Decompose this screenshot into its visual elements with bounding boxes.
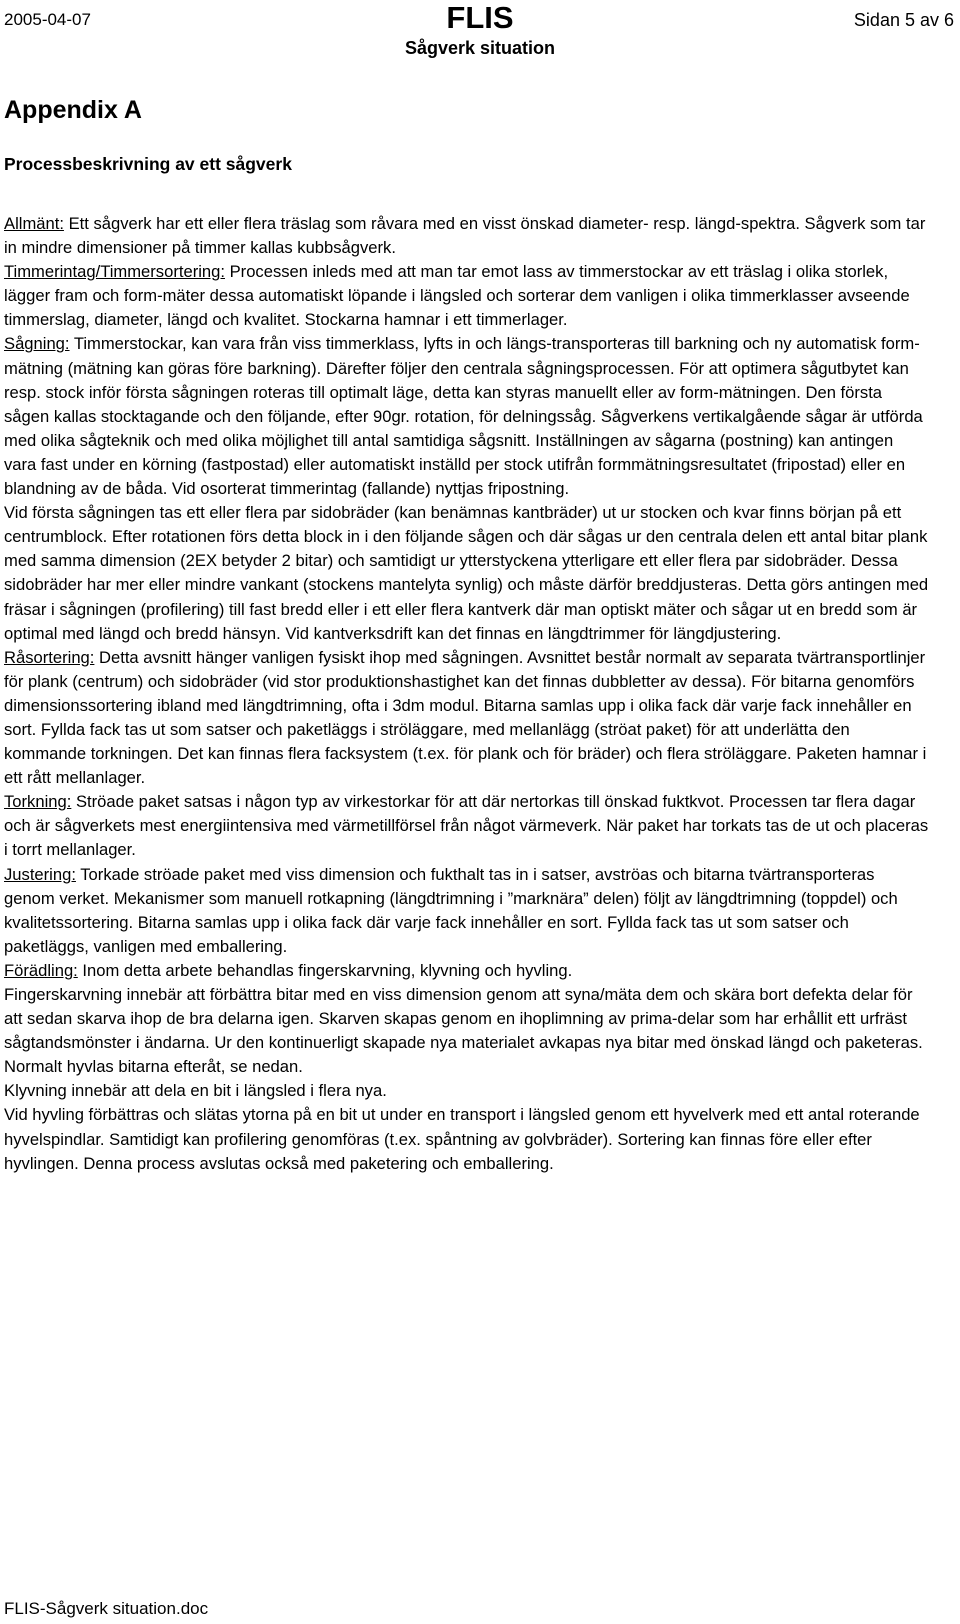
header-date: 2005-04-07 <box>4 10 91 29</box>
paragraph-text: Torkade ströade paket med viss dimension och fukthalt tas in i satser, avströas och bitarna tvärtransporteras genom verket. Mekanismer som manuell rotkapning (längdtrimning i ”marknära” delen) följt av längdtrimning (toppdel) och kvalitetssortering. Bitarna samlas upp i olika fack där varje fack innehåller en sort. Fyllda fack tas ut som satser och paketläggs, vanligen med emballering. <box>4 864 898 956</box>
paragraph-rasortering <box>4 646 929 791</box>
paragraph-label: Torkning: <box>4 792 72 812</box>
paragraph-text: Vid första sågningen tas ett eller flera par sidobräder (kan benämnas kantbräder) ut ur stocken och kvar finns början på ett centrumblock. Efter rotationen förs detta block in i den följande sågen och där sågas ur den centrala delen ett antal bitar plank med samma dimension (2EX betyder 2 bitar) och samtidigt ur ytterstyckena ytterligare ett eller flera par sidobräder. Dessa sidobräder har mer eller mindre vankant (stockens mantelyta synlig) och måste därför breddjusteras. Detta görs antingen med fräsar i sågningen (profilering) till fast bredd eller i ett eller flera kantverk där man optiskt mäter och sågar ut en bredd som är optimal med längd och bredd hänsyn. Vid kantverksdrift kan det finnas en längdtrimmer för längdjustering. <box>4 503 929 643</box>
paragraph-sagning <box>4 332 929 501</box>
paragraph-text: Inom detta arbete behandlas fingerskarvning, klyvning och hyvling. <box>77 960 573 980</box>
header-title: FLIS <box>446 0 514 35</box>
paragraph-label: Justering: <box>4 864 76 884</box>
paragraph-label: Förädling: <box>4 960 78 980</box>
paragraph-fingerskarvning <box>4 983 929 1079</box>
paragraph-label: Timmerintag/Timmersortering: <box>4 262 225 282</box>
paragraph-text: Klyvning innebär att dela en bit i längsled i flera nya. <box>4 1081 387 1101</box>
paragraph-text: Vid hyvling förbättras och slätas ytorna på en bit ut under en transport i längsled genom ett hyvelverk med ett antal roterande hyvelspindlar. Samtidigt kan profilering genomföras (t.ex. spåntning av golvbräder). Sortering kan finnas före eller efter hyvlingen. Denna process avslutas också med paketering och emballering. <box>4 1105 920 1173</box>
paragraph-timmerintag <box>4 260 929 332</box>
document-body <box>4 212 929 1176</box>
section-title: Processbeskrivning av ett sågverk <box>4 154 292 174</box>
paragraph-text: Detta avsnitt hänger vanligen fysiskt ihop med sågningen. Avsnittet består normalt av separata tvärtransportlinjer för plank (centrum) och sidobräder (vid stor produktionshastighet kan det finnas dubbletter av dessa). För bitarna genomförs dimensionssortering ibland med längdtrimning, ofta i 3dm modul. Bitarna samlas upp i olika fack där varje fack innehåller en sort. Fyllda fack tas ut som satser och paketläggs i ströläggare, med mellanlägg (ströat paket) för att underlätta den kommande torkningen. Det kan finnas flera facksystem (t.ex. för plank och för bräder) och flera ströläggare. Paketen hamnar i ett rått mellanlager. <box>4 647 927 788</box>
paragraph-text: Ströade paket satsas i någon typ av virkestorkar för att där nertorkas till önskad fuktkvot. Processen tar flera dagar och är sågverkets mest energiintensiva med värmetillförsel från något värmeverk. När paket har torkats tas de ut och placeras i torrt mellanlager. <box>4 792 929 860</box>
paragraph-label: Sågning: <box>4 334 70 354</box>
page-footer: FLIS-Sågverk situation.doc <box>4 1599 209 1618</box>
paragraph-justering <box>4 863 929 959</box>
paragraph-hyvling <box>4 1103 929 1175</box>
paragraph-foradling <box>4 959 929 983</box>
header-page-number: Sidan 5 av 6 <box>853 10 954 30</box>
paragraph-allmant <box>4 212 929 260</box>
appendix-heading: Appendix A <box>4 96 142 124</box>
paragraph-text: Ett sågverk har ett eller flera träslag som råvara med en visst önskad diameter- resp. längd-spektra. Sågverk som tar in mindre dimensioner på timmer kallas kubbsågverk. <box>4 214 926 258</box>
paragraph-forsta-sagningen <box>4 501 929 646</box>
page-header <box>0 0 960 70</box>
paragraph-label: Råsortering: <box>4 647 95 667</box>
paragraph-torkning <box>4 790 929 862</box>
paragraph-klyvning <box>4 1079 929 1103</box>
header-subtitle: Sågverk situation <box>404 38 556 58</box>
paragraph-text: Processen inleds med att man tar emot lass av timmerstockar av ett träslag i olika storlek, lägger fram och form-mäter dessa automatiskt löpande i längsled och sorterar dem vanligen i olika timmerklasser avseende timmerslag, diameter, längd och kvalitet. Stockarna hamnar i ett timmerlager. <box>4 262 910 330</box>
paragraph-text: Fingerskarvning innebär att förbättra bitar med en viss dimension genom att syna/mäta dem och skära bort defekta delar för att sedan skarva ihop de bra delarna igen. Skarven skapas genom en ihoplimning av prima-delar som har erhållit ett urfräst sågtandsmönster i ändarna. Ur den kontinuerligt skapade nya materialet avkapas nya bitar med önskad längd och paketeras. Normalt hyvlas bitarna efteråt, se nedan. <box>4 985 923 1077</box>
paragraph-text: Timmerstockar, kan vara från viss timmerklass, lyfts in och längs-transporteras till barkning och ny automatisk form-mätning (mätning kan göras före barkning). Därefter följer den centrala sågningsprocessen. För att optimera sågutbytet kan resp. stock inför första sågningen roteras till optimalt läge, detta kan styras manuellt eller av form-mätningen. Den första sågen kallas stocktagande och den följande, efter 90gr. rotation, för delningssåg. Sågverkens vertikalgående sågar är utförda med olika sågteknik och med olika möjlighet till antal samtidiga sågsnitt. Inställningen av sågarna (postning) kan antingen vara fast under en körning (fastpostad) eller automatiskt inställd per stock utifrån formmätningsresultatet (fripostad) eller en blandning av de båda. Vid osorterat timmerintag (fallande) nyttjas fripostning. <box>4 334 923 499</box>
paragraph-label: Allmänt: <box>4 214 64 233</box>
